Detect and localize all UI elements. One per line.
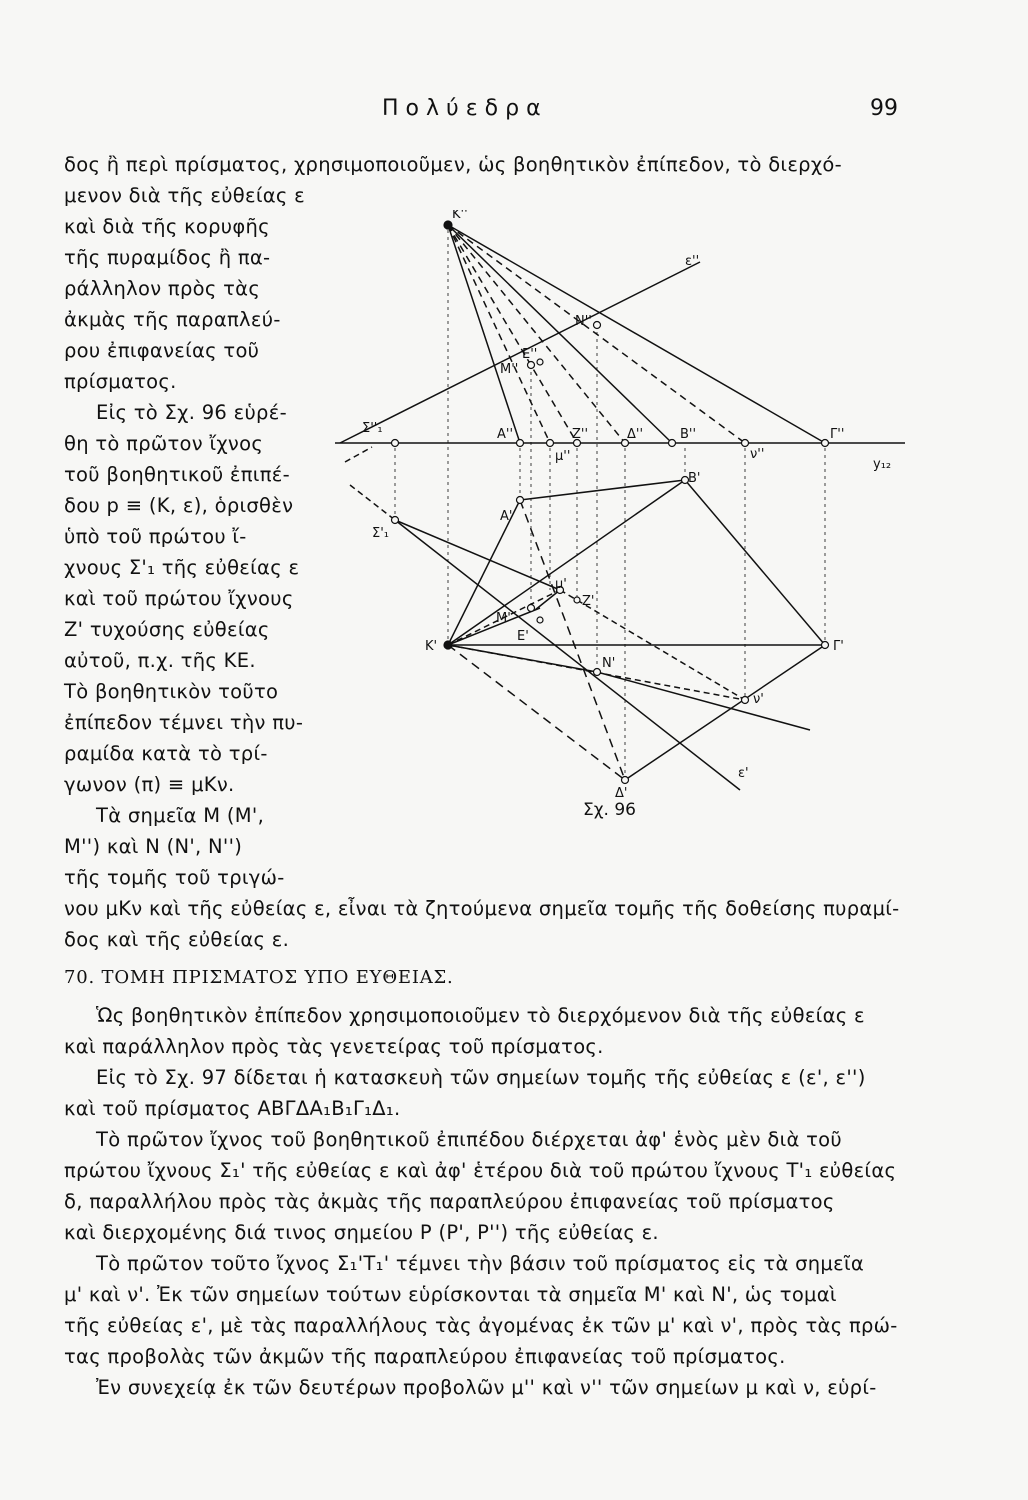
label-b-elevation: B'' (680, 427, 697, 442)
point-n-elevation (594, 322, 601, 329)
text-line: αὐτοῦ, π.χ. τῆς KE. (64, 649, 256, 672)
point-d-plan (622, 777, 629, 784)
text-line: τας προβολὰς τῶν ἀκμῶν τῆς παραπλεύρου ἐπιφανείας τοῦ πρίσματος. (64, 1345, 786, 1368)
line-epsilon-plan (395, 520, 740, 790)
text-line: καὶ διὰ τῆς κορυφῆς (64, 215, 270, 238)
point-nu-elevation (742, 440, 749, 447)
text-line: πρώτου ἴχνους Σ₁' τῆς εὐθείας ε καὶ ἀφ' ἑτέρου διὰ τοῦ πρώτου ἴχνους T'₁ εὐθείας (64, 1159, 897, 1182)
text-line: καὶ παράλληλον πρὸς τὰς γενετείρας τοῦ πρίσματος. (64, 1035, 604, 1058)
trace-sigma-mu-plan (395, 520, 560, 590)
label-nu-elevation: ν'' (750, 447, 765, 462)
text-line: M'') καὶ N (N', N'') (64, 835, 243, 858)
text-line: ρου ἐπιφανείας τοῦ (64, 339, 260, 362)
text-line: θη τὸ πρῶτον ἴχνος (64, 432, 264, 455)
figure-96-diagram (330, 210, 910, 830)
text-line: μ' καὶ ν'. Ἐκ τῶν σημείων τούτων εὑρίσκονται τὰ σημεῖα M' καὶ N', ὡς τομαὶ (64, 1283, 837, 1306)
text-line: Ἐν συνεχείᾳ ἐκ τῶν δευτέρων προβολῶν μ'' καὶ ν'' τῶν σημείων μ καὶ ν, εὑρί- (96, 1376, 877, 1399)
label-nu-plan: ν' (753, 692, 764, 707)
running-title: Πολύεδρα (382, 96, 548, 121)
label-sigma-elevation: Σ''₁ (362, 421, 383, 436)
trace-extension (350, 485, 395, 520)
line-epsilon-elevation (340, 262, 700, 443)
text-line: χνους Σ'₁ τῆς εὐθείας ε (64, 556, 300, 579)
point-nu-plan (742, 697, 749, 704)
text-line: δος καὶ τῆς εὐθείας ε. (64, 928, 290, 951)
label-b-plan: B' (688, 471, 701, 486)
edge-k-a-elevation (448, 225, 520, 443)
point-mu-elevation (547, 440, 554, 447)
edge-k-b-elevation (448, 225, 672, 443)
text-line: δ, παραλλήλου πρὸς τὰς ἀκμὰς τῆς παραπλεύρου ἐπιφανείας τοῦ πρίσματος (64, 1190, 835, 1213)
text-line: ράλληλον πρὸς τὰς (64, 277, 261, 300)
label-n-elevation: N'' (575, 314, 592, 329)
point-a-plan (517, 497, 524, 504)
text-line: τῆς εὐθείας ε', μὲ τὰς παραλλήλους τὰς ἀγομένας ἐκ τῶν μ' καὶ ν', πρὸς τὰς πρώ- (64, 1314, 898, 1337)
label-k-plan: K' (425, 639, 438, 654)
text-line: Τὸ πρῶτον ἴχνος τοῦ βοηθητικοῦ ἐπιπέδου διέρχεται ἀφ' ἑνὸς μὲν διὰ τοῦ (96, 1128, 842, 1151)
point-e-plan (537, 617, 543, 623)
label-e-plan: E' (517, 629, 529, 644)
text-line: Ὡς βοηθητικὸν ἐπίπεδον χρησιμοποιοῦμεν τὸ διερχόμενον διὰ τῆς εὐθείας ε (96, 1004, 865, 1027)
text-line: ἀκμὰς τῆς παραπλεύ- (64, 308, 281, 331)
text-line: δος ἢ περὶ πρίσματος, χρησιμοποιοῦμεν, ὡς βοηθητικὸν ἐπίπεδον, τὸ διερχό- (64, 153, 842, 176)
line-k-n-plan (448, 645, 597, 672)
text-line: τῆς τομῆς τοῦ τριγώ- (64, 866, 285, 889)
section-heading: 70. ΤΟΜΗ ΠΡΙΣΜΑΤΟΣ ΥΠΟ ΕΥΘΕΙΑΣ. (64, 967, 454, 988)
text-line: καὶ τοῦ πρίσματος ΑΒΓΔΑ₁Β₁Γ₁Δ₁. (64, 1097, 401, 1120)
label-a-plan: A' (500, 509, 513, 524)
text-line: νου μKν καὶ τῆς εὐθείας ε, εἶναι τὰ ζητούμενα σημεῖα τομῆς τῆς δοθείσης πυραμί- (64, 897, 900, 920)
text-line: μενον διὰ τῆς εὐθείας ε (64, 184, 306, 207)
label-d-plan: Δ' (615, 786, 628, 801)
label-axis: y₁₂ (873, 457, 892, 472)
text-line: ἐπίπεδον τέμνει τὴν πυ- (64, 711, 304, 734)
text-line: ραμίδα κατὰ τὸ τρί- (64, 742, 268, 765)
text-line: Τὸ πρῶτον τοῦτο ἴχνος Σ₁'T₁' τέμνει τὴν βάσιν τοῦ πρίσματος εἰς τὰ σημεῖα (96, 1252, 865, 1275)
point-k-elevation (444, 221, 452, 229)
text-line: ὑπὸ τοῦ πρώτου ἴ- (64, 525, 247, 548)
point-m-elevation (528, 362, 535, 369)
label-a-elevation: A'' (497, 427, 514, 442)
line-epsilon-extension (345, 447, 372, 462)
text-line: Z' τυχούσης εὐθείας (64, 618, 270, 641)
point-sigma-plan (392, 517, 399, 524)
label-g-plan: Γ' (833, 639, 844, 654)
edge-b-g-plan (685, 480, 825, 645)
text-line: δου p ≡ (K, ε), ὁρισθὲν (64, 494, 294, 517)
label-g-elevation: Γ'' (830, 427, 845, 442)
edge-k-g-elevation (448, 225, 825, 443)
text-line: τῆς πυραμίδος ἢ πα- (64, 246, 271, 269)
edge-k-d-elevation (448, 225, 625, 443)
label-d-elevation: Δ'' (627, 427, 644, 442)
point-m-plan (528, 605, 535, 612)
label-z-elevation: Z'' (572, 427, 589, 442)
point-k-plan (444, 641, 452, 649)
text-line: τοῦ βοηθητικοῦ ἐπιπέ- (64, 463, 290, 486)
label-epsilon-elevation: ε'' (685, 254, 700, 269)
line-n-extension (597, 672, 810, 730)
label-mu-elevation: μ'' (555, 449, 571, 464)
point-g-plan (822, 642, 829, 649)
point-n-plan (594, 669, 601, 676)
line-k-nu-elevation (448, 225, 745, 443)
label-sigma-plan: Σ'₁ (372, 526, 389, 541)
edge-k-d-plan (448, 645, 625, 780)
line-k-mu-elevation (448, 225, 550, 443)
point-a-elevation (517, 440, 524, 447)
label-e-elevation: E'' (522, 347, 538, 362)
text-line: πρίσματος. (64, 370, 177, 393)
edge-a-d-plan (520, 500, 625, 780)
label-n-plan: N' (602, 656, 616, 671)
point-sigma-elevation (392, 440, 399, 447)
edge-k-b-plan (448, 480, 685, 645)
text-line: καὶ διερχομένης διά τινος σημείου P (P', P'') τῆς εὐθείας ε. (64, 1221, 659, 1244)
text-line: Εἰς τὸ Σχ. 97 δίδεται ἡ κατασκευὴ τῶν σημείων τομῆς τῆς εὐθείας ε (ε', ε'') (96, 1066, 866, 1089)
point-g-elevation (822, 440, 829, 447)
label-mu-plan: μ' (555, 577, 567, 592)
edge-g-d-plan (625, 645, 825, 780)
point-b-elevation (669, 440, 676, 447)
label-k-elevation: K'' (452, 210, 468, 222)
text-line: Τὰ σημεῖα M (M', (96, 804, 265, 827)
point-e-elevation (537, 359, 543, 365)
text-line: καὶ τοῦ πρώτου ἴχνους (64, 587, 294, 610)
text-line: Εἰς τὸ Σχ. 96 εὑρέ- (96, 401, 287, 424)
text-line: Τὸ βοηθητικὸν τοῦτο (64, 680, 279, 703)
label-m-elevation: M'' (500, 362, 519, 377)
point-z-plan (574, 597, 580, 603)
label-m-plan: M' (496, 611, 511, 626)
page-number: 99 (870, 96, 898, 121)
figure-caption: Σχ. 96 (583, 800, 637, 820)
label-epsilon-plan: ε' (738, 766, 749, 781)
label-z-plan: Z' (582, 594, 595, 609)
text-line: γωνον (π) ≡ μKν. (64, 773, 235, 796)
